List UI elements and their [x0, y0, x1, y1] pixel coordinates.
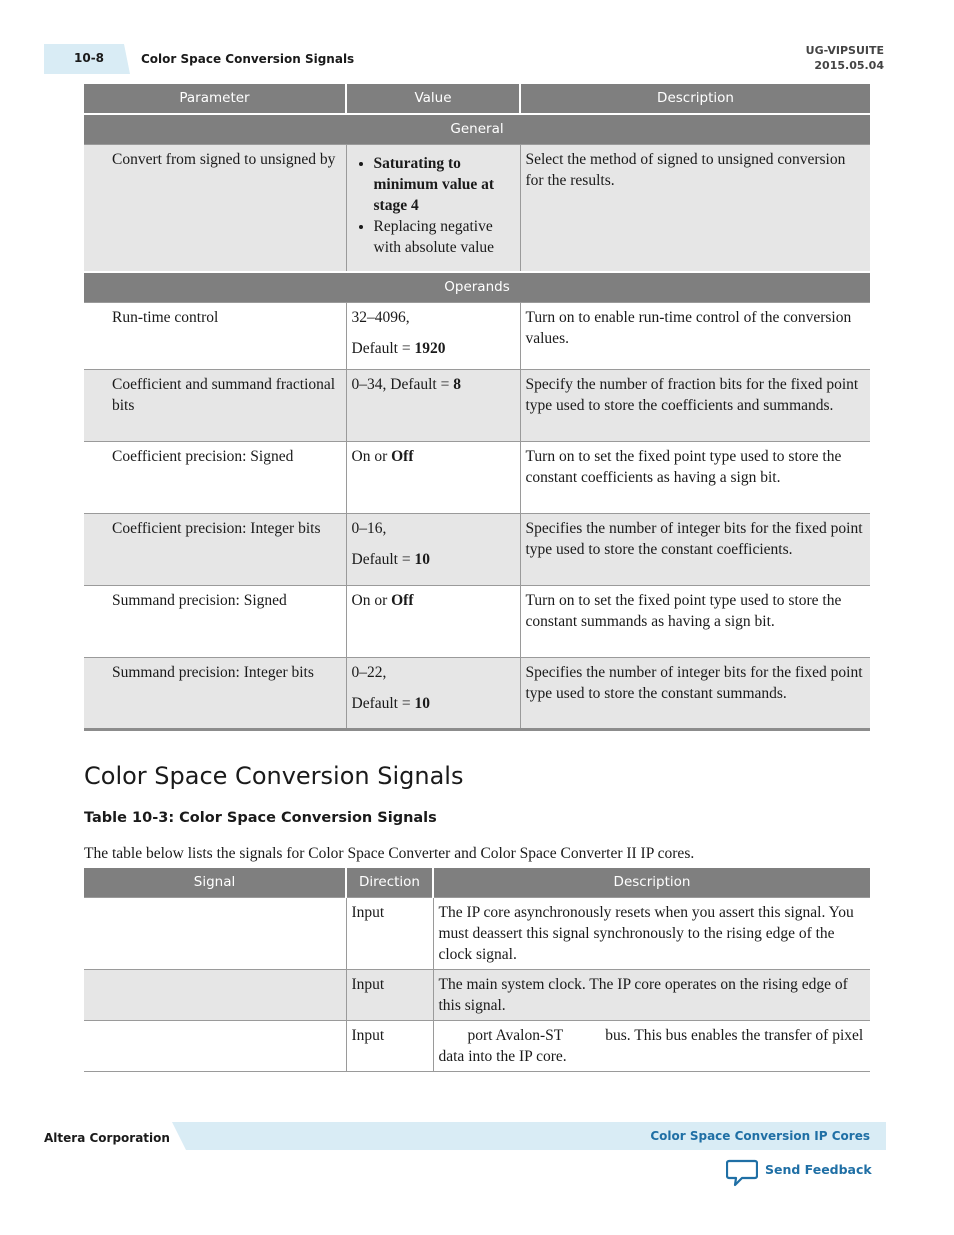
value-cell: [346, 369, 520, 441]
desc-cell: Specify the number of fraction bits for the fixed point type used to store the coefficients and summands.: [520, 369, 870, 441]
default-value: Off: [391, 447, 414, 465]
bullet-text: Replacing negative with absolute value: [373, 218, 495, 256]
value-range: 32–4096,: [351, 308, 410, 326]
param-cell: Coefficient and summand fractional bits: [84, 369, 346, 441]
desc-cell: Select the method of signed to unsigned conversion for the results.: [520, 145, 870, 272]
default-prefix: Default =: [351, 339, 415, 357]
table-row: [84, 898, 870, 970]
param-cell: Summand precision: Integer bits: [84, 657, 346, 729]
table-caption: Table 10-3: Color Space Conversion Signals: [84, 810, 437, 826]
direction-cell: Input: [346, 898, 433, 970]
col-header-direction: Direction: [346, 868, 433, 898]
default-prefix: Default =: [351, 550, 415, 568]
default-value: 10: [414, 550, 430, 568]
section-heading: Color Space Conversion Signals: [84, 762, 464, 790]
value-cell: [346, 513, 520, 585]
desc-cell: [433, 1021, 870, 1072]
table-row: [84, 369, 870, 441]
desc-cell: Turn on to set the fixed point type used to store the constant coefficients as having a sign bit.: [520, 441, 870, 513]
page-number: 10-8: [74, 51, 105, 65]
running-header-title: Color Space Conversion Signals: [141, 52, 355, 66]
value-range: 0–16,: [351, 519, 387, 537]
parameter-table: [84, 84, 870, 731]
param-cell: Run-time control: [84, 302, 346, 369]
param-cell: Summand precision: Signed: [84, 585, 346, 657]
col-header-description: Description: [520, 84, 870, 114]
col-header-parameter: Parameter: [84, 84, 346, 114]
desc-cell: Turn on to set the fixed point type used to store the constant summands as having a sign bit.: [520, 585, 870, 657]
desc-cell: Specifies the number of integer bits for the fixed point type used to store the constant summands.: [520, 657, 870, 729]
param-cell: Coefficient precision: Integer bits: [84, 513, 346, 585]
default-value: Off: [391, 591, 414, 609]
desc-fragment: port Avalon-ST: [467, 1027, 564, 1044]
default-value: 8: [453, 375, 461, 393]
table-row: [84, 513, 870, 585]
doc-date: 2015.05.04: [814, 59, 884, 72]
table-row: [84, 585, 870, 657]
table-header-row: [84, 84, 870, 114]
table-header-row: [84, 868, 870, 898]
value-prefix: 0–34, Default =: [351, 375, 454, 393]
value-cell: [346, 145, 520, 272]
intro-paragraph: The table below lists the signals for Color Space Converter and Color Space Converter II IP cores.: [84, 845, 695, 862]
value-prefix: On or: [351, 447, 392, 465]
table-row: [84, 970, 870, 1021]
col-header-signal: Signal: [84, 868, 346, 898]
table-row: [84, 302, 870, 369]
default-value: 1920: [414, 339, 446, 357]
table-row: [84, 441, 870, 513]
direction-cell: Input: [346, 1021, 433, 1072]
value-bullet-list: [352, 153, 515, 258]
default-prefix: Default =: [351, 694, 415, 712]
doc-info: [806, 43, 884, 73]
send-feedback-link[interactable]: Send Feedback: [765, 1162, 872, 1177]
direction-cell: Input: [346, 970, 433, 1021]
section-row-general: [84, 114, 870, 145]
value-cell: [346, 302, 520, 369]
doc-id: UG-VIPSUITE: [805, 44, 884, 57]
value-range: 0–22,: [351, 663, 387, 681]
desc-cell: The IP core asynchronously resets when you assert this signal. You must deassert this signal synchronously to the rising edge of the clock signal.: [433, 898, 870, 970]
table-row: [84, 1021, 870, 1072]
footer-company: Altera Corporation: [44, 1131, 170, 1145]
list-item: [374, 153, 515, 216]
value-default: [352, 549, 515, 570]
chapter-link[interactable]: Color Space Conversion IP Cores: [650, 1129, 870, 1143]
signal-cell: [84, 898, 346, 970]
section-label: General: [84, 114, 870, 145]
col-header-description: Description: [433, 868, 870, 898]
value-prefix: On or: [351, 591, 392, 609]
value-cell: [346, 585, 520, 657]
value-cell: [346, 441, 520, 513]
value-cell: [346, 657, 520, 729]
desc-cell: Specifies the number of integer bits for the fixed point type used to store the constant coefficients.: [520, 513, 870, 585]
desc-fragment: bus. This bus enables the transfer of pixel data into the IP core.: [438, 1027, 864, 1065]
signal-cell: [84, 970, 346, 1021]
col-header-value: Value: [346, 84, 520, 114]
table-row: [84, 145, 870, 272]
desc-cell: The main system clock. The IP core operates on the rising edge of this signal.: [433, 970, 870, 1021]
section-label: Operands: [84, 272, 870, 303]
signals-table: [84, 868, 870, 1072]
speech-bubble-icon[interactable]: [726, 1159, 758, 1187]
param-cell: Convert from signed to unsigned by: [84, 145, 346, 272]
value-default: [352, 338, 515, 359]
signal-cell: [84, 1021, 346, 1072]
param-cell: Coefficient precision: Signed: [84, 441, 346, 513]
table-row: [84, 657, 870, 729]
list-item: [374, 216, 515, 258]
bullet-text: Saturating to minimum value at stage 4: [373, 155, 495, 214]
value-default: [352, 693, 515, 714]
default-value: 10: [414, 694, 430, 712]
section-row-operands: [84, 272, 870, 303]
desc-cell: Turn on to enable run-time control of the conversion values.: [520, 302, 870, 369]
